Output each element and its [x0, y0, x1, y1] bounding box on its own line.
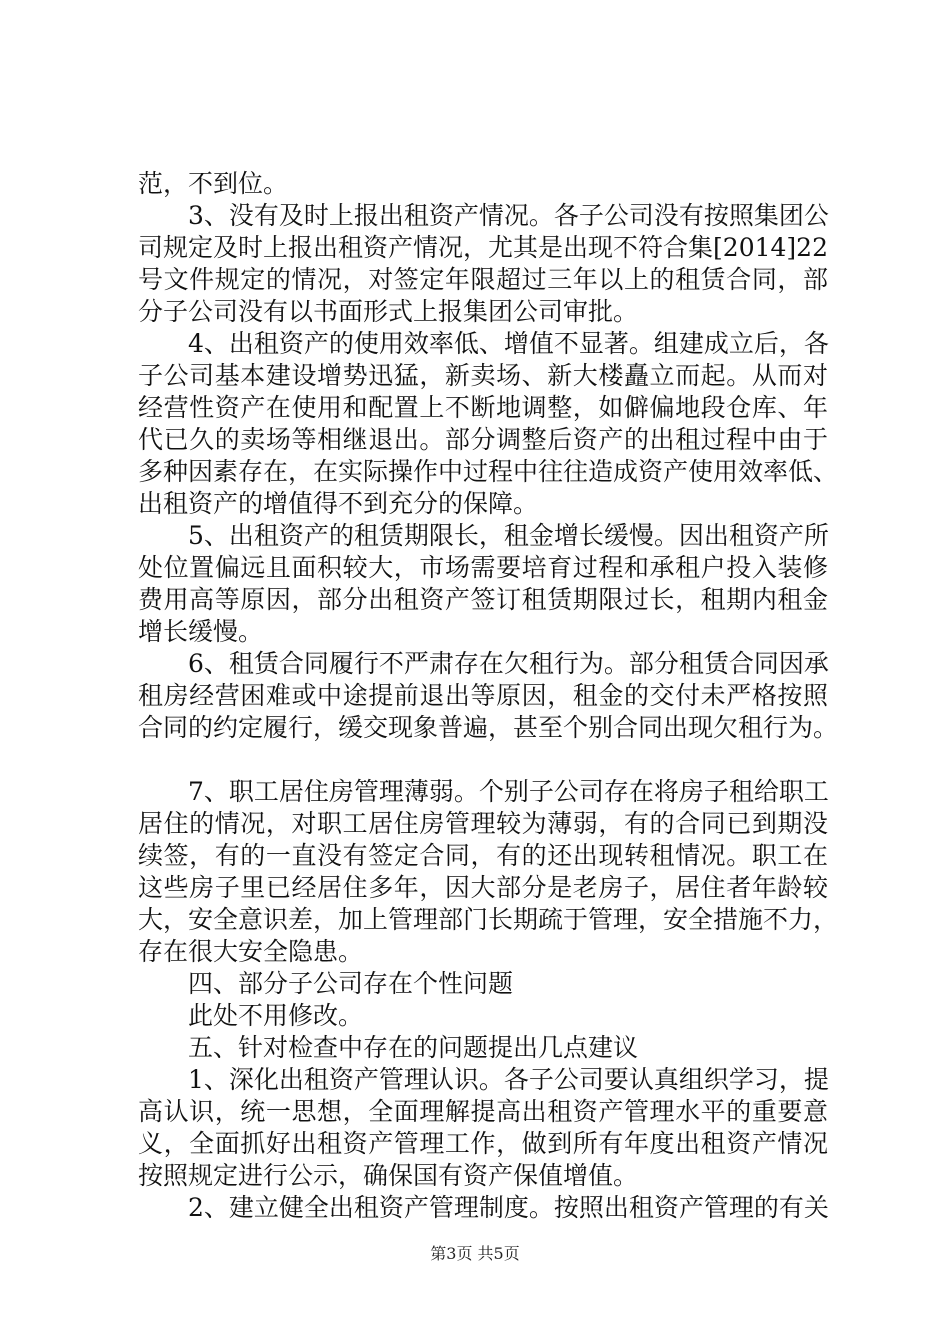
text-line: 续签，有的一直没有签定合同，有的还出现转租情况。职工在: [138, 841, 828, 870]
text-line: 高认识，统一思想，全面理解提高出租资产管理水平的重要意: [138, 1097, 828, 1126]
text-line: 7、职工居住房管理薄弱。个别子公司存在将房子租给职工: [188, 777, 829, 806]
text-line: 义，全面抓好出租资产管理工作，做到所有年度出租资产情况: [138, 1129, 828, 1158]
text-line: 多种因素存在，在实际操作中过程中往往造成资产使用效率低、: [138, 457, 839, 486]
text-line: 子公司基本建设增势迅猛，新卖场、新大楼矗立而起。从而对: [138, 361, 828, 390]
text-line: 此处不用修改。: [188, 1001, 364, 1030]
text-line: 经营性资产在使用和配置上不断地调整，如僻偏地段仓库、年: [138, 393, 828, 422]
text-line: 租房经营困难或中途提前退出等原因，租金的交付未严格按照: [138, 681, 828, 710]
text-line: 司规定及时上报出租资产情况，尤其是出现不符合集[2014]22: [138, 233, 828, 262]
text-line: 五、针对检查中存在的问题提出几点建议: [188, 1033, 639, 1062]
text-line: 增长缓慢。: [138, 617, 264, 646]
text-line: 处位置偏远且面积较大，市场需要培育过程和承租户投入装修: [138, 553, 828, 582]
text-line: 出租资产的增值得不到充分的保障。: [138, 489, 539, 518]
text-line: 3、没有及时上报出租资产情况。各子公司没有按照集团公: [188, 201, 829, 230]
text-line: 范，不到位。: [138, 169, 289, 198]
text-line: 大，安全意识差，加上管理部门长期疏于管理，安全措施不力，: [138, 905, 839, 934]
page-footer: 第3页 共5页: [430, 1244, 520, 1263]
text-line: 1、深化出租资产管理认识。各子公司要认真组织学习，提: [188, 1065, 829, 1094]
blank-line: [138, 744, 828, 776]
text-line: 6、租赁合同履行不严肃存在欠租行为。部分租赁合同因承: [188, 649, 829, 678]
text-line: 按照规定进行公示，确保国有资产保值增值。: [138, 1161, 639, 1190]
text-line: 分子公司没有以书面形式上报集团公司审批。: [138, 297, 639, 326]
text-line: 代已久的卖场等相继退出。部分调整后资产的出租过程中由于: [138, 425, 828, 454]
document-body: [138, 168, 839, 1224]
text-line: 号文件规定的情况，对签定年限超过三年以上的租赁合同，部: [138, 265, 828, 294]
text-line: 4、出租资产的使用效率低、增值不显著。组建成立后，各: [188, 329, 829, 358]
text-line: 居住的情况，对职工居住房管理较为薄弱，有的合同已到期没: [138, 809, 828, 838]
text-line: 5、出租资产的租赁期限长，租金增长缓慢。因出租资产所: [188, 521, 829, 550]
text-line: 合同的约定履行，缓交现象普遍，甚至个别合同出现欠租行为。: [138, 713, 839, 742]
text-line: 2、建立健全出租资产管理制度。按照出租资产管理的有关: [188, 1193, 829, 1222]
text-line: 费用高等原因，部分出租资产签订租赁期限过长，租期内租金: [138, 585, 828, 614]
text-line: 四、部分子公司存在个性问题: [188, 969, 514, 998]
text-line: 这些房子里已经居住多年，因大部分是老房子，居住者年龄较: [138, 873, 828, 902]
text-line: 存在很大安全隐患。: [138, 937, 364, 966]
